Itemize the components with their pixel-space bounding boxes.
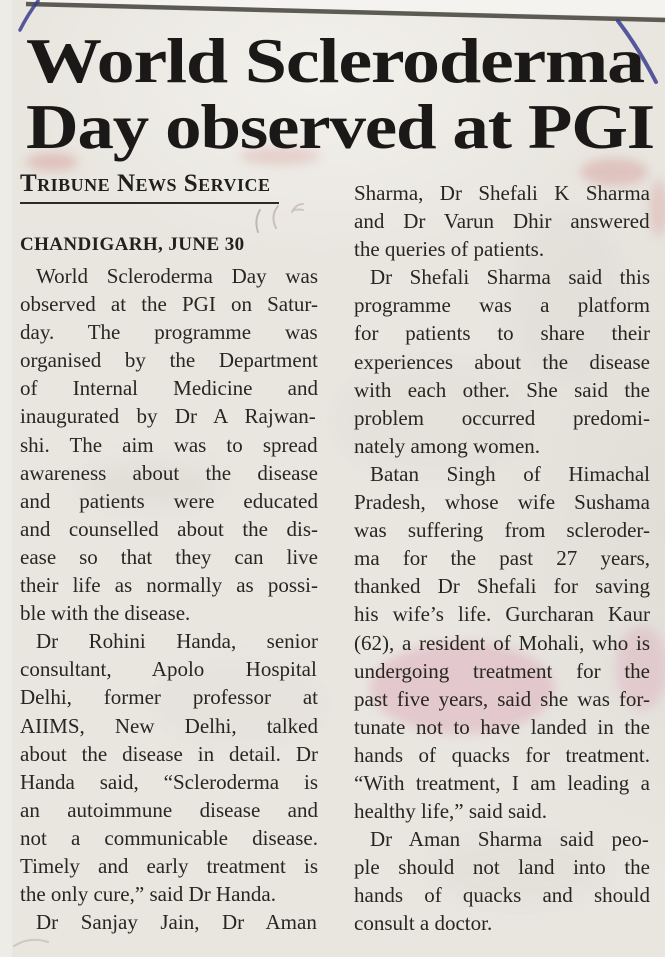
article-line: healthy life,” said said. (354, 799, 548, 824)
article-line: and Dr Varun Dhir answered (354, 209, 650, 234)
article-line: Timely and early treatment is (20, 853, 318, 878)
dateline: CHANDIGARH, JUNE 30 (20, 234, 245, 255)
article-line: his wife’s life. Gurcharan Kaur (354, 602, 650, 627)
article-line: inaugurated by Dr A Rajwan- (20, 404, 316, 429)
article-line: shi. The aim was to spread (20, 432, 318, 457)
article-line: tunate not to have landed in the (354, 714, 650, 739)
headline (26, 26, 655, 162)
article-line: ma for the past 27 years, (354, 546, 650, 571)
article-line: consult a doctor. (354, 911, 493, 936)
article-line: and counselled about the dis- (20, 516, 318, 541)
article-line: Sharma, Dr Shefali K Sharma (354, 181, 650, 205)
headline-line-1: World Scleroderma (26, 26, 645, 96)
article-line: the only cure,” said Dr Handa. (20, 882, 276, 907)
article-line: programme was a platform (354, 293, 650, 318)
article-line: and patients were educated (20, 488, 318, 513)
article-line: AIIMS, New Delhi, talked (20, 713, 318, 738)
article-line: for patients to share their (354, 321, 650, 346)
article-line: was suffering from scleroder- (354, 518, 650, 543)
article-line: World Scleroderma Day was (36, 264, 318, 288)
article-line: nately among women. (354, 433, 541, 458)
article-line: about the disease in detail. Dr (20, 741, 318, 766)
pencil-mark-bottom-left (14, 940, 48, 946)
article-line: (62), a resident of Mohali, who is (354, 630, 650, 655)
article-line: undergoing treatment for the (354, 658, 650, 683)
article-line: observed at the PGI on Satur- (20, 292, 318, 317)
article-line: awareness about the disease (20, 460, 318, 485)
pencil-mark-1 (256, 210, 260, 232)
article-line: Delhi, former professor at (20, 685, 318, 710)
article-line: past five years, said she was for- (354, 686, 650, 711)
article-line: with each other. She said the (354, 377, 650, 402)
pencil-mark-3 (292, 204, 303, 212)
headline-line-2: Day observed at PGI (26, 92, 655, 162)
article-column-right (354, 179, 650, 938)
article-line: problem occurred predomi- (354, 405, 650, 430)
article-line: not a communicable disease. (20, 825, 318, 850)
ink-bleed-red-4 (649, 180, 665, 236)
article-line: ease so that they can live (20, 544, 318, 569)
article-line: thanked Dr Shefali for saving (354, 574, 650, 599)
article-line: Dr Sanjay Jain, Dr Aman (36, 910, 317, 935)
pencil-mark-2 (273, 206, 278, 228)
article-line: their life as normally as possi- (20, 573, 318, 598)
article-line: Batan Singh of Himachal (370, 461, 650, 486)
article-line: Handa said, “Scleroderma is (20, 769, 318, 794)
article-line: ple should not land into the (354, 855, 650, 880)
paper-edge-left (0, 0, 12, 957)
article-line: an autoimmune disease and (20, 797, 318, 822)
article-line: consultant, Apolo Hospital (20, 657, 317, 682)
article-line: “With treatment, I am leading a (354, 770, 650, 795)
article-line: of Internal Medicine and (20, 376, 318, 401)
article-line: ble with the disease. (20, 601, 191, 626)
article-line: Dr Rohini Handa, senior (36, 629, 318, 654)
article-line: Dr Aman Sharma said peo- (370, 827, 649, 852)
news-service-byline: Tribune News Service (20, 170, 279, 204)
article-line: the queries of patients. (354, 237, 545, 262)
article-line: hands of quacks and should (354, 883, 650, 908)
article-line: experiences about the disease (354, 349, 650, 374)
article-column-left (20, 262, 318, 936)
article-line: hands of quacks for treatment. (354, 742, 650, 767)
article-line: Pradesh, whose wife Sushama (354, 490, 650, 515)
article-line: organised by the Department (20, 348, 318, 373)
article-line: Dr Shefali Sharma said this (370, 265, 650, 290)
article-line: day. The programme was (20, 320, 318, 345)
